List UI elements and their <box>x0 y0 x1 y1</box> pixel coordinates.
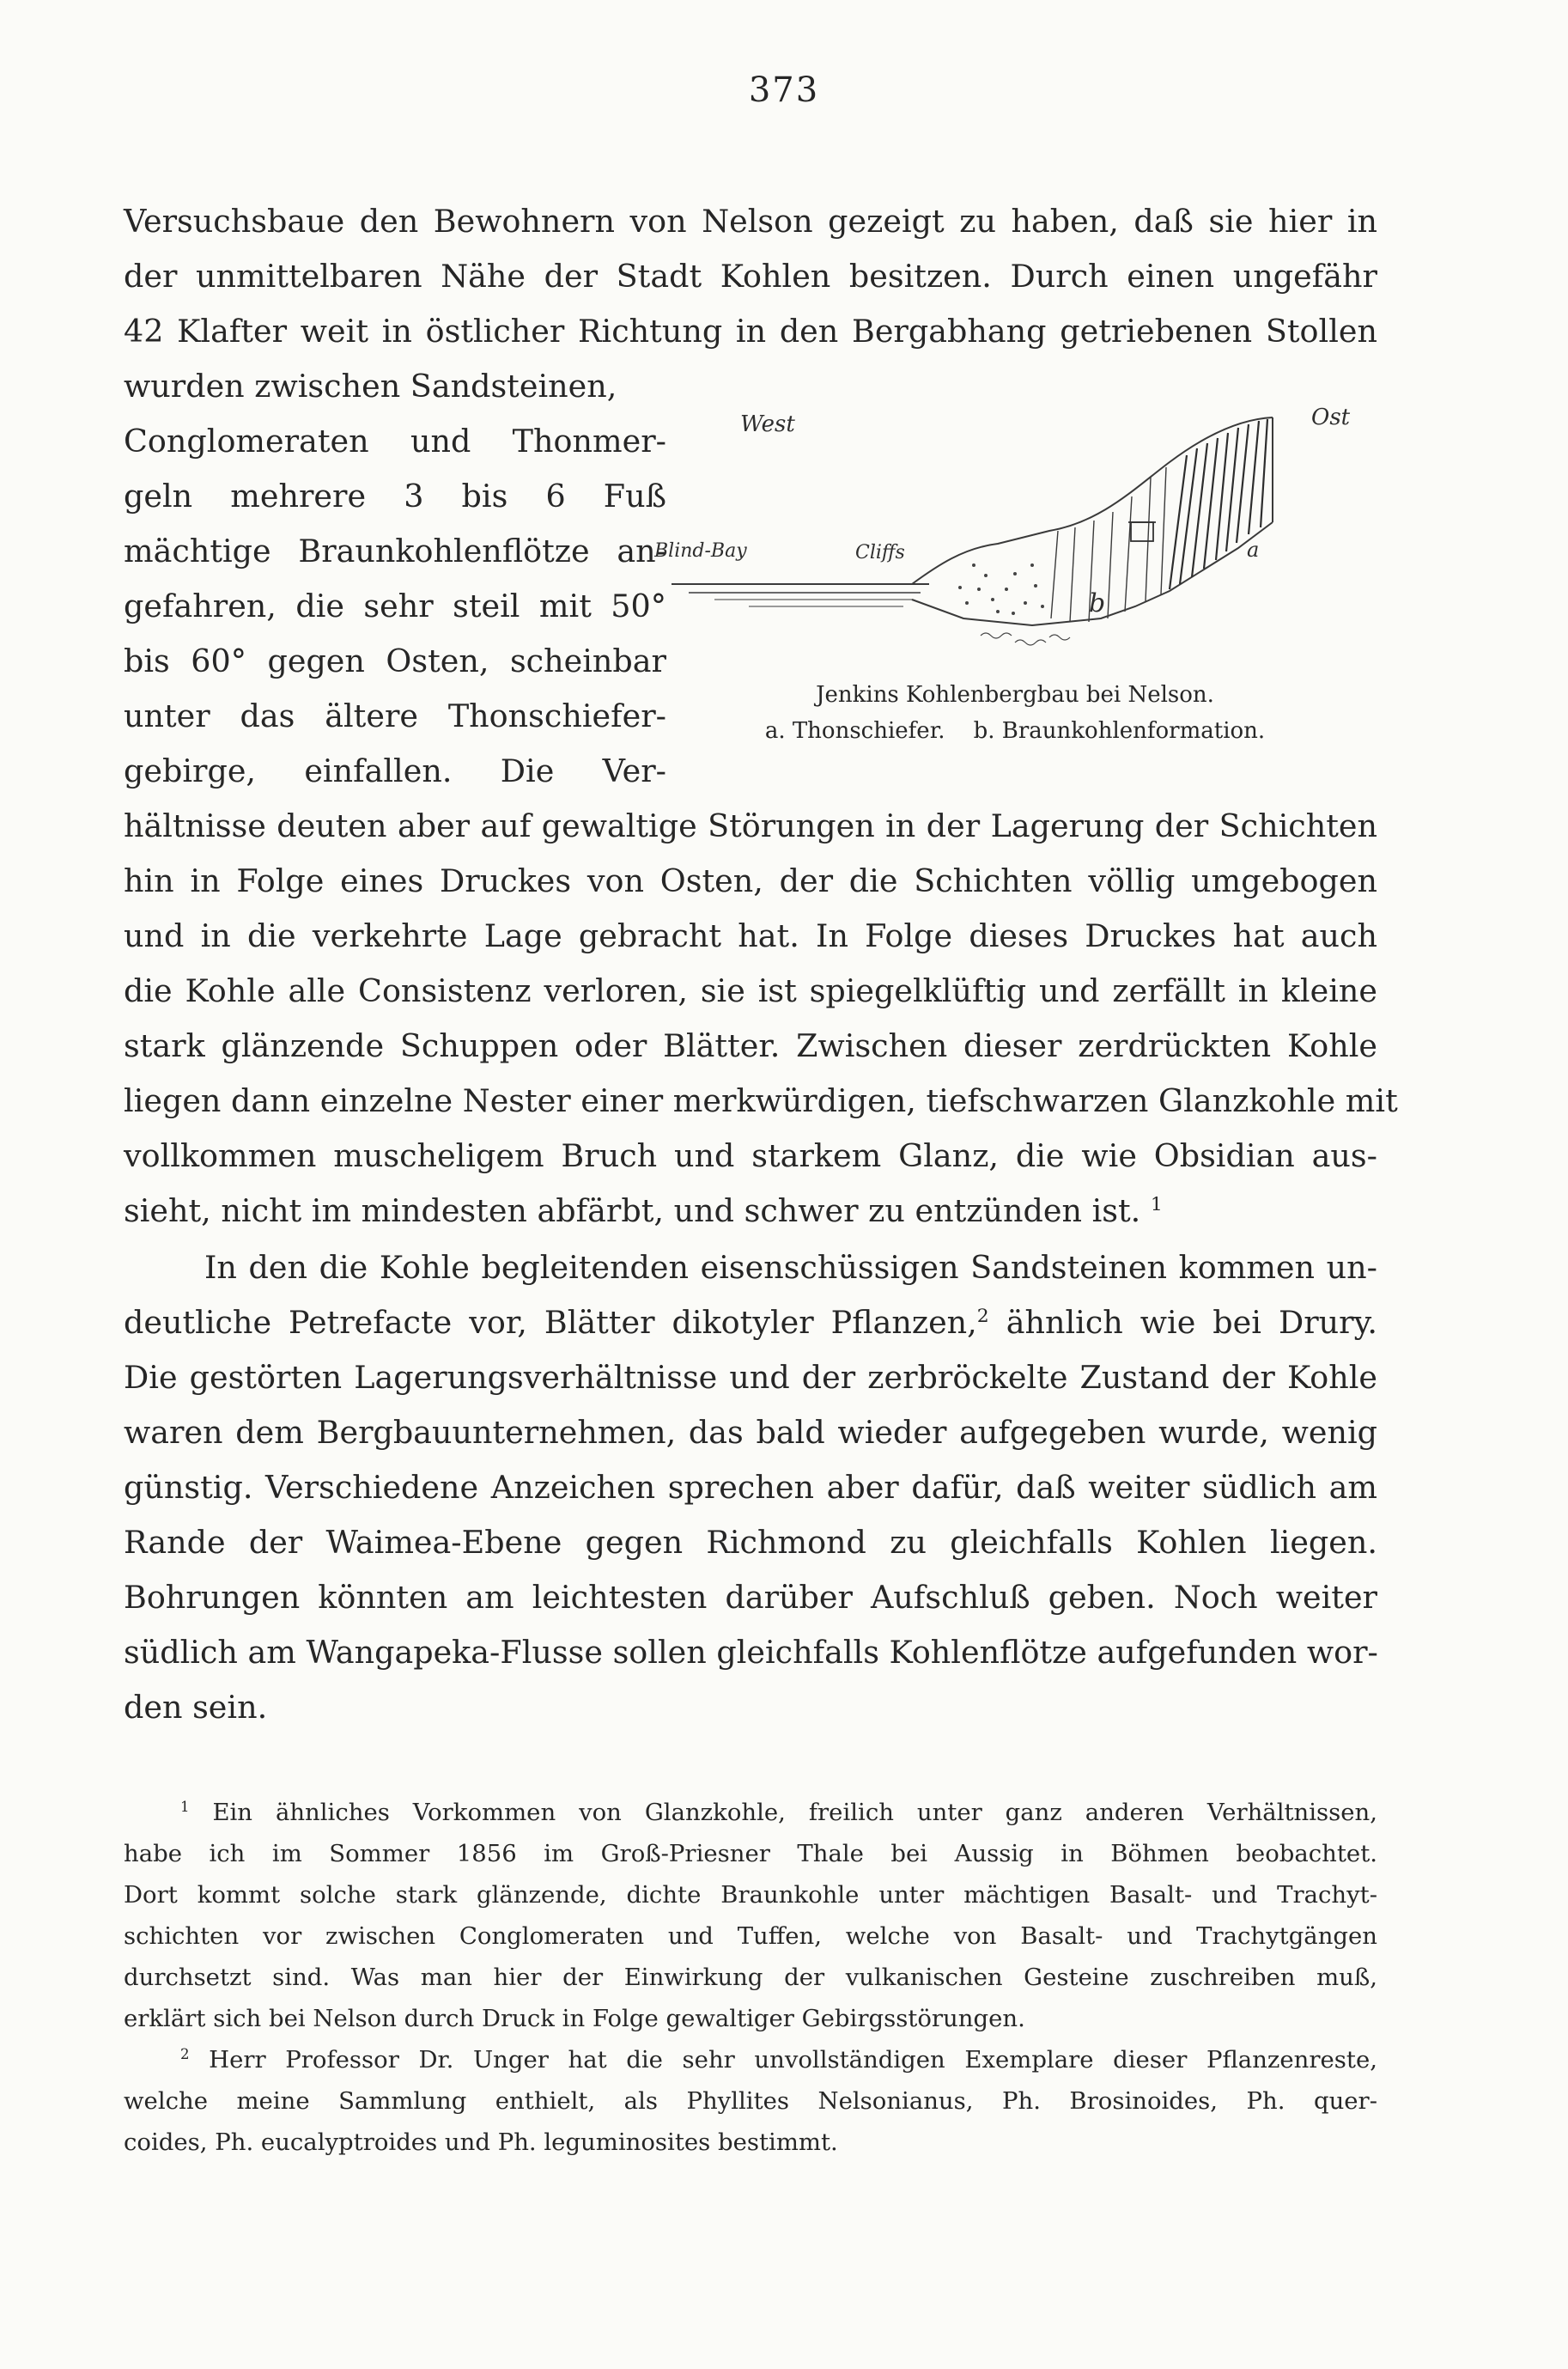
text-line: Versuchsbaue den Bewohnern von Nelson gezeigt zu haben, daß sie hier in <box>124 203 1377 240</box>
text-span: sieht, nicht im mindesten abfärbt, und schwer zu entzünden ist. <box>124 1192 1141 1229</box>
footnote-marker: 2 <box>180 2045 190 2062</box>
text-line: südlich am Wangapeka-Flusse sollen gleichfalls Kohlenflötze aufgefunden wor- <box>124 1634 1378 1671</box>
text-line: Rande der Waimea-Ebene gegen Richmond zu gleichfalls Kohlen liegen. <box>124 1524 1377 1561</box>
figure-label-west: West <box>740 411 795 437</box>
footnote-marker: 1 <box>180 1798 190 1815</box>
text-line: günstig. Verschiedene Anzeichen sprechen aber dafür, daß weiter südlich am <box>124 1469 1377 1506</box>
text-span: Ein ähnliches Vorkommen von Glanzkohle, freilich unter ganz anderen Verhältnissen, <box>212 1799 1378 1826</box>
text-line: mächtige Braunkohlenflötze an- <box>124 533 666 569</box>
paragraph-2 <box>124 1240 1377 1735</box>
footnotes <box>124 1792 1377 2163</box>
footnote-ref[interactable]: 1 <box>1150 1193 1163 1215</box>
cross-section-illustration <box>654 393 1376 677</box>
footnote-1-line: erklärt sich bei Nelson durch Druck in Folge gewaltiger Gebirgsstörungen. <box>124 2005 1025 2032</box>
text-line: den sein. <box>124 1689 268 1726</box>
footnote-2-line: welche meine Sammlung enthielt, als Phyllites Nelsonianus, Ph. Brosinoides, Ph. quer- <box>124 2087 1377 2115</box>
text-line: liegen dann einzelne Nester einer merkwürdigen, tiefschwarzen Glanzkohle mit <box>124 1082 1398 1119</box>
figure-label-blind-bay: Blind-Bay <box>654 540 747 562</box>
text-line: hältnisse deuten aber auf gewaltige Störungen in der Lagerung der Schichten <box>124 807 1377 844</box>
footnote-1-line <box>124 1792 1377 1833</box>
text-line: hin in Folge eines Druckes von Osten, der die Schichten völlig umgebogen <box>124 862 1377 899</box>
figure-caption-legend: a. Thonschiefer. b. Braunkohlenformation. <box>764 718 1266 744</box>
text-line <box>124 1295 1377 1350</box>
figure-label-cliffs: Cliffs <box>855 542 905 563</box>
text-line <box>124 1184 1377 1239</box>
text-line: In den die Kohle begleitenden eisenschüssigen Sandsteinen kommen un- <box>204 1249 1377 1286</box>
text-line: die Kohle alle Consistenz verloren, sie ist spiegelklüftig und zerfällt in kleine <box>124 972 1377 1009</box>
footnote-1-line: durchsetzt sind. Was man hier der Einwirkung der vulkanischen Gesteine zuschreiben muß, <box>124 1964 1377 1991</box>
text-line: vollkommen muscheligem Bruch und starkem Glanz, die wie Obsidian aus- <box>124 1137 1377 1174</box>
text-line: und in die verkehrte Lage gebracht hat. In Folge dieses Druckes hat auch <box>124 917 1377 954</box>
text-span: Herr Professor Dr. Unger hat die sehr unvollständigen Exemplare dieser Pflanzenreste, <box>209 2046 1377 2074</box>
footnote-1-line: schichten vor zwischen Conglomeraten und Tuffen, welche von Basalt- und Trachytgängen <box>124 1922 1377 1950</box>
text-line: Die gestörten Lagerungsverhältnisse und der zerbröckelte Zustand der Kohle <box>124 1359 1377 1396</box>
footnote-1-line: habe ich im Sommer 1856 im Groß-Priesner Thale bei Aussig in Böhmen beobachtet. <box>124 1840 1377 1867</box>
text-span: deutliche Petrefacte vor, Blätter dikotyler Pflanzen, <box>124 1304 977 1341</box>
text-line: waren dem Bergbauunternehmen, das bald wieder aufgegeben wurde, wenig <box>124 1414 1377 1451</box>
text-line: gefahren, die sehr steil mit 50° <box>124 588 666 624</box>
text-line: Conglomeraten und Thonmer- <box>124 423 666 460</box>
page-number: 373 <box>748 70 820 110</box>
footnote-2-line <box>124 2039 1377 2080</box>
text-line: geln mehrere 3 bis 6 Fuß <box>124 478 666 515</box>
footnote-2-line: coides, Ph. eucalyptroides und Ph. leguminosites bestimmt. <box>124 2128 838 2156</box>
text-line: 42 Klafter weit in östlicher Richtung in den Bergabhang getriebenen Stollen <box>124 313 1377 350</box>
text-span: ähnlich wie bei Drury. <box>988 1304 1377 1341</box>
text-line: wurden zwischen Sandsteinen, <box>124 368 617 405</box>
text-line: stark glänzende Schuppen oder Blätter. Zwischen dieser zerdrückten Kohle <box>124 1027 1377 1064</box>
figure-label-b: b <box>1089 588 1106 618</box>
geological-figure <box>654 393 1376 763</box>
text-line: unter das ältere Thonschiefer- <box>124 697 666 734</box>
text-line: Bohrungen könnten am leichtesten darüber Aufschluß geben. Noch weiter <box>124 1579 1377 1616</box>
figure-label-ost: Ost <box>1311 405 1351 430</box>
footnote-1-line: Dort kommt solche stark glänzende, dichte Braunkohle unter mächtigen Basalt- und Trachyt- <box>124 1881 1377 1909</box>
text-line: bis 60° gegen Osten, scheinbar <box>124 642 666 679</box>
figure-label-a: a <box>1247 538 1260 562</box>
text-line: gebirge, einfallen. Die Ver- <box>124 752 666 789</box>
text-line: der unmittelbaren Nähe der Stadt Kohlen besitzen. Durch einen ungefähr <box>124 258 1377 295</box>
footnote-ref[interactable]: 2 <box>976 1305 989 1327</box>
figure-caption-title: Jenkins Kohlenbergbau bei Nelson. <box>816 682 1214 708</box>
